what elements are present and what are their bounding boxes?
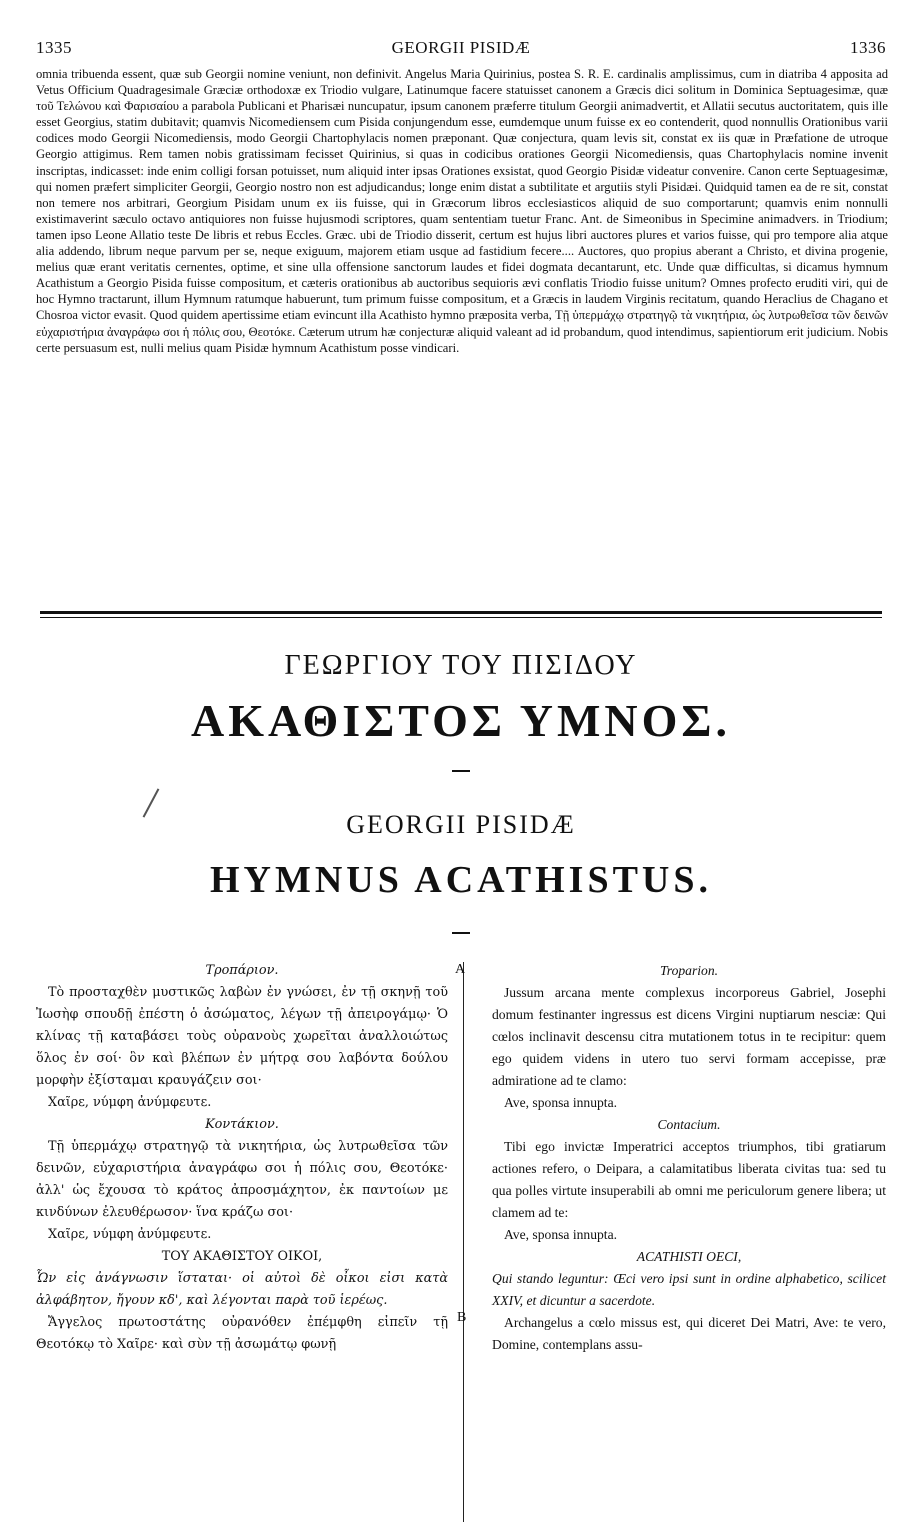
column-marker-a: A bbox=[455, 962, 466, 977]
troparion-heading-latin: Troparion. bbox=[659, 963, 719, 978]
section-divider-thin bbox=[40, 617, 882, 618]
kontakion-heading-greek: Κοντάκιον. bbox=[205, 1117, 279, 1132]
introductory-paragraph bbox=[36, 66, 888, 356]
troparion-heading-greek: Τροπάριον. bbox=[205, 963, 279, 978]
refrain-latin: Ave, sponsa innupta. bbox=[504, 1227, 618, 1242]
intro-text: omnia tribuenda essent, quæ sub Georgii nomine veniunt, non definivit. Angelus Maria Quirinius, postea S. R. E. cardinalis amplissimus, cum in diatriba 4 apposita ad Vetus Officium Quadragesimale Græciæ orthodoxæ ex Triodio vulgare, Latinumque facere statuisset canonem a Græcis dici solitum in Dominica Septuagesimæ, quæ τοῦ Τελώνου καὶ Φαρισαίου a parabola Publicani et Pharisæi nuncupatur, ipsum canonem præferre titulum Georgii animadvertit, et Allatii secutus auctoritatem, quis ille esset Georgius, statim dubitavit; quamvis Nicomediensem cum Pisida conjungendum esse, eumdemque unum fuisse ex eo contenderit, quod nonnullis Orationibus varii codices modo Georgii Nicomediensis, modo Georgii Chartophylacis nomen præponant. Quæ conjectura, quam levis sit, constat ex iis quæ in Præfatione de utroque Georgio attigimus. Rem tamen nobis gratissimam fecisset Quirinius, si quas in codicibus orationes Georgii Nicomediensis, quas Chartophylacis nomine invenit inscriptas, indicasset: inde enim colligi forsan potuisset, num aliquid inter ipsas Orationes exsistat, quod Georgio Pisidæ videatur convenire. Canon certe Septuagesimæ, qui nomen præfert simpliciter Georgii, Georgio nostro non est adjudicandus; longe enim distat a subtilitate et argutiis styli Pisidæi. Quidquid tamen ea de re sit, constat non temere nos arbitrari, Georgium Pisidam unum ex iis fuisse, qui in Græcorum libros ecclesiasticos aliquid de suo comportarunt; quamvis enim nonnulli existimaverint sæculo octavo antiquiores non fuisse hujusmodi scriptores, quam sententiam tuetur Franc. Ant. de Simeonibus in Specimine animadvers. in Triodium; tamen ipso Leone Allatio teste De libris et rebus Eccles. Græc. ubi de Triodio disserit, certum est hujus libri auctores plures et varios fuisse, qui pro tempore alia atque alia addendo, librum neque parvum per se, neque exiguum, majorem etiam usque ad fastidium fecere.... Auctores, quo propius aberant a Christo, et divina progenie, melius quæ erant veritatis cernentes, optime, et sine ulla offensione sanctorum laudes et fidei dogmata decantarunt, etc. Unde quæ difficultas, si dicamus hymnum Acathistum a Georgio Pisida fuisse compositum, et cæteris orationibus ab auctoribus sequioris ævi conflatis Triodio fuisse unitum? Omnes profecto eruditi viri, qui de hoc Hymno tractarunt, illum Hymnum ratumque habuerunt, tum primum fuisse compositum, et a Græcis in laudem Virginis recitatum, quando Heraclius de Chagano et Chosroa victor evasit. Quod quidem apertissime etiam evincunt illa Acathisto hymno præposita verba, Τῇ ὑπερμάχῳ στρατηγῷ τὰ νικητήρια, ὡς λυτρωθεῖσα τῶν δεινῶν εὐχαριστήρια ἀναγράφω σοι ἡ πόλις σου, Θεοτόκε. Cæterum utrum hæ conjecturæ aliquid valeant ad id probandum, quod intendimus, sapientiorum erit judicium. Nobis certe persuasum est, nulli melius quam Pisidæ hymnum Acathistum posse vindicari. bbox=[36, 67, 888, 355]
refrain-greek: Χαῖρε, νύμφη ἀνύμφευτε. bbox=[48, 1227, 212, 1242]
column-number-right: 1336 bbox=[850, 38, 886, 57]
refrain-greek: Χαῖρε, νύμφη ἀνύμφευτε. bbox=[48, 1095, 212, 1110]
troparion-text-greek: Τὸ προσταχθὲν μυστικῶς λαβὼν ἐν γνώσει, ἐν τῇ σκηνῇ τοῦ Ἰωσὴφ σπουδῇ ἐπέστη ὁ ἀσώματος, λέγων τῇ ἀπειρογάμῳ· Ὁ κλίνας τῇ καταβάσει τοὺς οὐρανοὺς χωρεῖται ἀναλλοιώτως ὅλος ἐν σοί· ὃν καὶ βλέπων ἐν μήτρᾳ σου λαβόντα δούλου μορφὴν ἐξίσταμαι κραυγάζειν σοι· bbox=[36, 985, 448, 1088]
greek-column bbox=[36, 960, 448, 1356]
column-number-left: 1335 bbox=[36, 38, 72, 57]
greek-work-title: ΑΚΑΘΙΣΤΟΣ ΥΜΝΟΣ. bbox=[190, 695, 731, 746]
kontakion-heading-latin: Contacium. bbox=[657, 1117, 721, 1132]
latin-author-title: GEORGII PISIDÆ bbox=[346, 810, 576, 839]
greek-author-title: ΓΕΩΡΓΙΟΥ ΤΟΥ ΠΙΣΙΔΟΥ bbox=[284, 650, 638, 681]
oikoi-heading-latin: ACATHISTI OECI, bbox=[636, 1249, 742, 1264]
running-header bbox=[36, 38, 886, 66]
title-ornament-dash bbox=[452, 932, 470, 934]
troparion-text-latin: Jussum arcana mente complexus incorporeus Gabriel, Josephi domum festinanter ingressus est dicens Virgini nuptiarum nesciæ: Qui cœlos inclinavit descensu citra mutationem totus in te recipitur: quem ego quidem videns in utero tuo servi formam accepisse, præ admiratione ad te clamo: bbox=[492, 985, 886, 1088]
running-title: GEORGII PISIDÆ bbox=[391, 38, 531, 57]
oikos-text-greek: Ἄγγελος πρωτοστάτης οὐρανόθεν ἐπέμφθη εἰπεῖν τῇ Θεοτόκῳ τὸ Χαῖρε· καὶ σὺν τῇ ἀσωμάτῳ φωνῇ bbox=[36, 1315, 448, 1352]
oikoi-heading-greek: ΤΟΥ ΑΚΑΘΙΣΤΟΥ ΟΙΚΟΙ, bbox=[161, 1249, 323, 1264]
latin-work-title: HYMNUS ACATHISTUS. bbox=[209, 859, 713, 901]
column-marker-b: B bbox=[457, 1310, 467, 1325]
latin-column bbox=[492, 960, 886, 1356]
section-divider-thick bbox=[40, 611, 882, 614]
title-ornament-dash bbox=[452, 770, 470, 772]
oikos-text-latin: Archangelus a cœlo missus est, qui diceret Dei Matri, Ave: te vero, Domine, contemplans assu- bbox=[492, 1315, 886, 1352]
oikoi-rubric-greek: Ὧν εἰς ἀνάγνωσιν ἵσταται· οἱ αὐτοὶ δὲ οἶκοι εἰσι κατὰ ἀλφάβητον, ἤγουν κδ', καὶ λέγονται παρὰ τοῦ ἱερέως. bbox=[36, 1271, 448, 1308]
refrain-latin: Ave, sponsa innupta. bbox=[504, 1095, 618, 1110]
column-separator bbox=[463, 962, 464, 1522]
kontakion-text-greek: Τῇ ὑπερμάχῳ στρατηγῷ τὰ νικητήρια, ὡς λυτρωθεῖσα τῶν δεινῶν, εὐχαριστήρια ἀναγράφω σοι ἡ πόλις σου, Θεοτόκε· ἀλλ' ὡς ἔχουσα τὸ κράτος ἀπροσμάχητον, ἐκ παντοίων με κινδύνων ἐλευθέρωσον· ἵνα κράζω σοι· bbox=[36, 1139, 448, 1220]
kontakion-text-latin: Tibi ego invictæ Imperatrici acceptos triumphos, tibi gratiarum actiones refero, o Deipara, a calamitatibus liberata civitas tua: sed tu qua polles virtute insuperabili ab omni me periculorum genere libera; ut clamem ad te: bbox=[492, 1139, 886, 1220]
oikoi-rubric-latin: Qui stando leguntur: Œci vero ipsi sunt in ordine alphabetico, scilicet XXIV, et dicuntur a sacerdote. bbox=[492, 1271, 886, 1308]
